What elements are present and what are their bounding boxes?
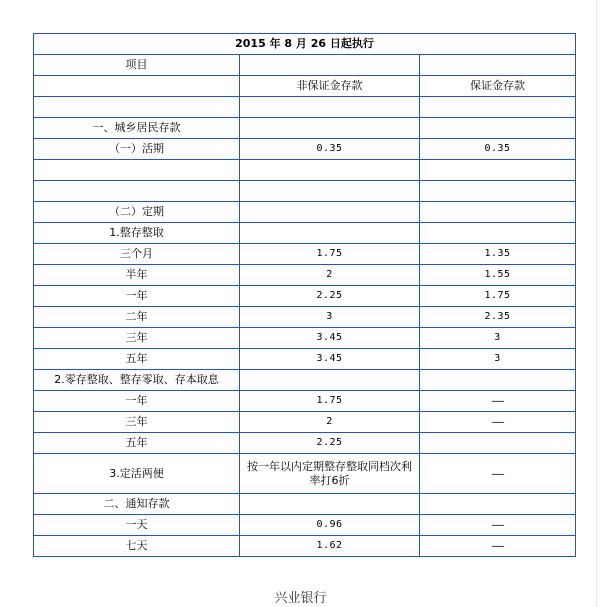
row-label: 一天 (34, 515, 240, 536)
rate-guarantee: —— (420, 412, 576, 433)
table-row (34, 412, 576, 433)
rate-guarantee: —— (420, 454, 576, 494)
rate-guarantee (420, 202, 576, 223)
header-item-label: 项目 (34, 55, 240, 76)
table-row (34, 160, 576, 181)
table-row (34, 97, 576, 118)
table-row (34, 223, 576, 244)
table-row (34, 286, 576, 307)
table-row (34, 370, 576, 391)
rate-non-guarantee: 0.35 (240, 139, 420, 160)
row-label: 半年 (34, 265, 240, 286)
rate-non-guarantee: 2.25 (240, 286, 420, 307)
table-row (34, 494, 576, 515)
row-label: 二、通知存款 (34, 494, 240, 515)
rate-guarantee: —— (420, 391, 576, 412)
rate-non-guarantee (240, 370, 420, 391)
rate-non-guarantee: 2.25 (240, 433, 420, 454)
rate-guarantee: 3 (420, 349, 576, 370)
empty-cell (34, 97, 240, 118)
rate-non-guarantee (240, 223, 420, 244)
rate-non-guarantee: 3 (240, 307, 420, 328)
header-empty-cell (34, 76, 240, 97)
row-label: 三年 (34, 328, 240, 349)
table-row (34, 307, 576, 328)
deposit-rate-table (33, 33, 576, 557)
table-row (34, 454, 576, 494)
table-row (34, 349, 576, 370)
rate-non-guarantee: 3.45 (240, 349, 420, 370)
row-label: （二）定期 (34, 202, 240, 223)
rate-non-guarantee (240, 118, 420, 139)
header-non-deposit-guarantee: 非保证金存款 (240, 76, 420, 97)
rate-non-guarantee: 2 (240, 265, 420, 286)
empty-cell (420, 97, 576, 118)
table-row (34, 118, 576, 139)
row-label: 三年 (34, 412, 240, 433)
rate-guarantee (420, 370, 576, 391)
row-label: （一）活期 (34, 139, 240, 160)
table-header-row (34, 76, 576, 97)
bank-caption: 兴业银行 (274, 591, 327, 606)
rate-guarantee (420, 160, 576, 181)
table-row (34, 139, 576, 160)
row-label: 一年 (34, 391, 240, 412)
rate-non-guarantee (240, 494, 420, 515)
row-label: 3.定活两便 (34, 454, 240, 494)
rate-non-guarantee (240, 202, 420, 223)
rate-guarantee (420, 181, 576, 202)
row-label: 三个月 (34, 244, 240, 265)
header-empty-cell (420, 55, 576, 76)
table-title: 2015 年 8 月 26 日起执行 (34, 34, 576, 55)
rate-non-guarantee: 1.75 (240, 391, 420, 412)
empty-cell (240, 97, 420, 118)
table-row (34, 328, 576, 349)
rate-guarantee (420, 433, 576, 454)
table-title-row (34, 34, 576, 55)
row-label (34, 160, 240, 181)
rate-non-guarantee: 1.75 (240, 244, 420, 265)
row-label: 一、城乡居民存款 (34, 118, 240, 139)
rate-guarantee: 1.35 (420, 244, 576, 265)
rate-guarantee (420, 494, 576, 515)
rate-non-guarantee: 2 (240, 412, 420, 433)
rate-guarantee: 2.35 (420, 307, 576, 328)
row-label: 2.零存整取、整存零取、存本取息 (34, 370, 240, 391)
rate-guarantee: 1.55 (420, 265, 576, 286)
row-label: 五年 (34, 433, 240, 454)
header-guarantee-deposit: 保证金存款 (420, 76, 576, 97)
row-label: 二年 (34, 307, 240, 328)
table-header-row (34, 55, 576, 76)
rate-non-guarantee: 按一年以内定期整存整取同档次利率打6折 (240, 454, 420, 494)
rate-guarantee: 0.35 (420, 139, 576, 160)
page-edge-line (596, 0, 597, 607)
row-label: 1.整存整取 (34, 223, 240, 244)
rate-non-guarantee: 0.96 (240, 515, 420, 536)
rate-non-guarantee (240, 160, 420, 181)
table-row (34, 181, 576, 202)
table-row (34, 391, 576, 412)
table-row (34, 536, 576, 557)
rate-table-body (34, 34, 576, 557)
rate-guarantee (420, 223, 576, 244)
rate-non-guarantee (240, 181, 420, 202)
table-row (34, 202, 576, 223)
header-empty-cell (240, 55, 420, 76)
rate-guarantee: 1.75 (420, 286, 576, 307)
row-label (34, 181, 240, 202)
table-row (34, 265, 576, 286)
rate-guarantee: 3 (420, 328, 576, 349)
rate-guarantee (420, 118, 576, 139)
table-row (34, 515, 576, 536)
table-row (34, 433, 576, 454)
row-label: 一年 (34, 286, 240, 307)
rate-non-guarantee: 1.62 (240, 536, 420, 557)
row-label: 五年 (34, 349, 240, 370)
table-row (34, 244, 576, 265)
rate-non-guarantee: 3.45 (240, 328, 420, 349)
row-label: 七天 (34, 536, 240, 557)
rate-guarantee: —— (420, 536, 576, 557)
rate-guarantee: —— (420, 515, 576, 536)
